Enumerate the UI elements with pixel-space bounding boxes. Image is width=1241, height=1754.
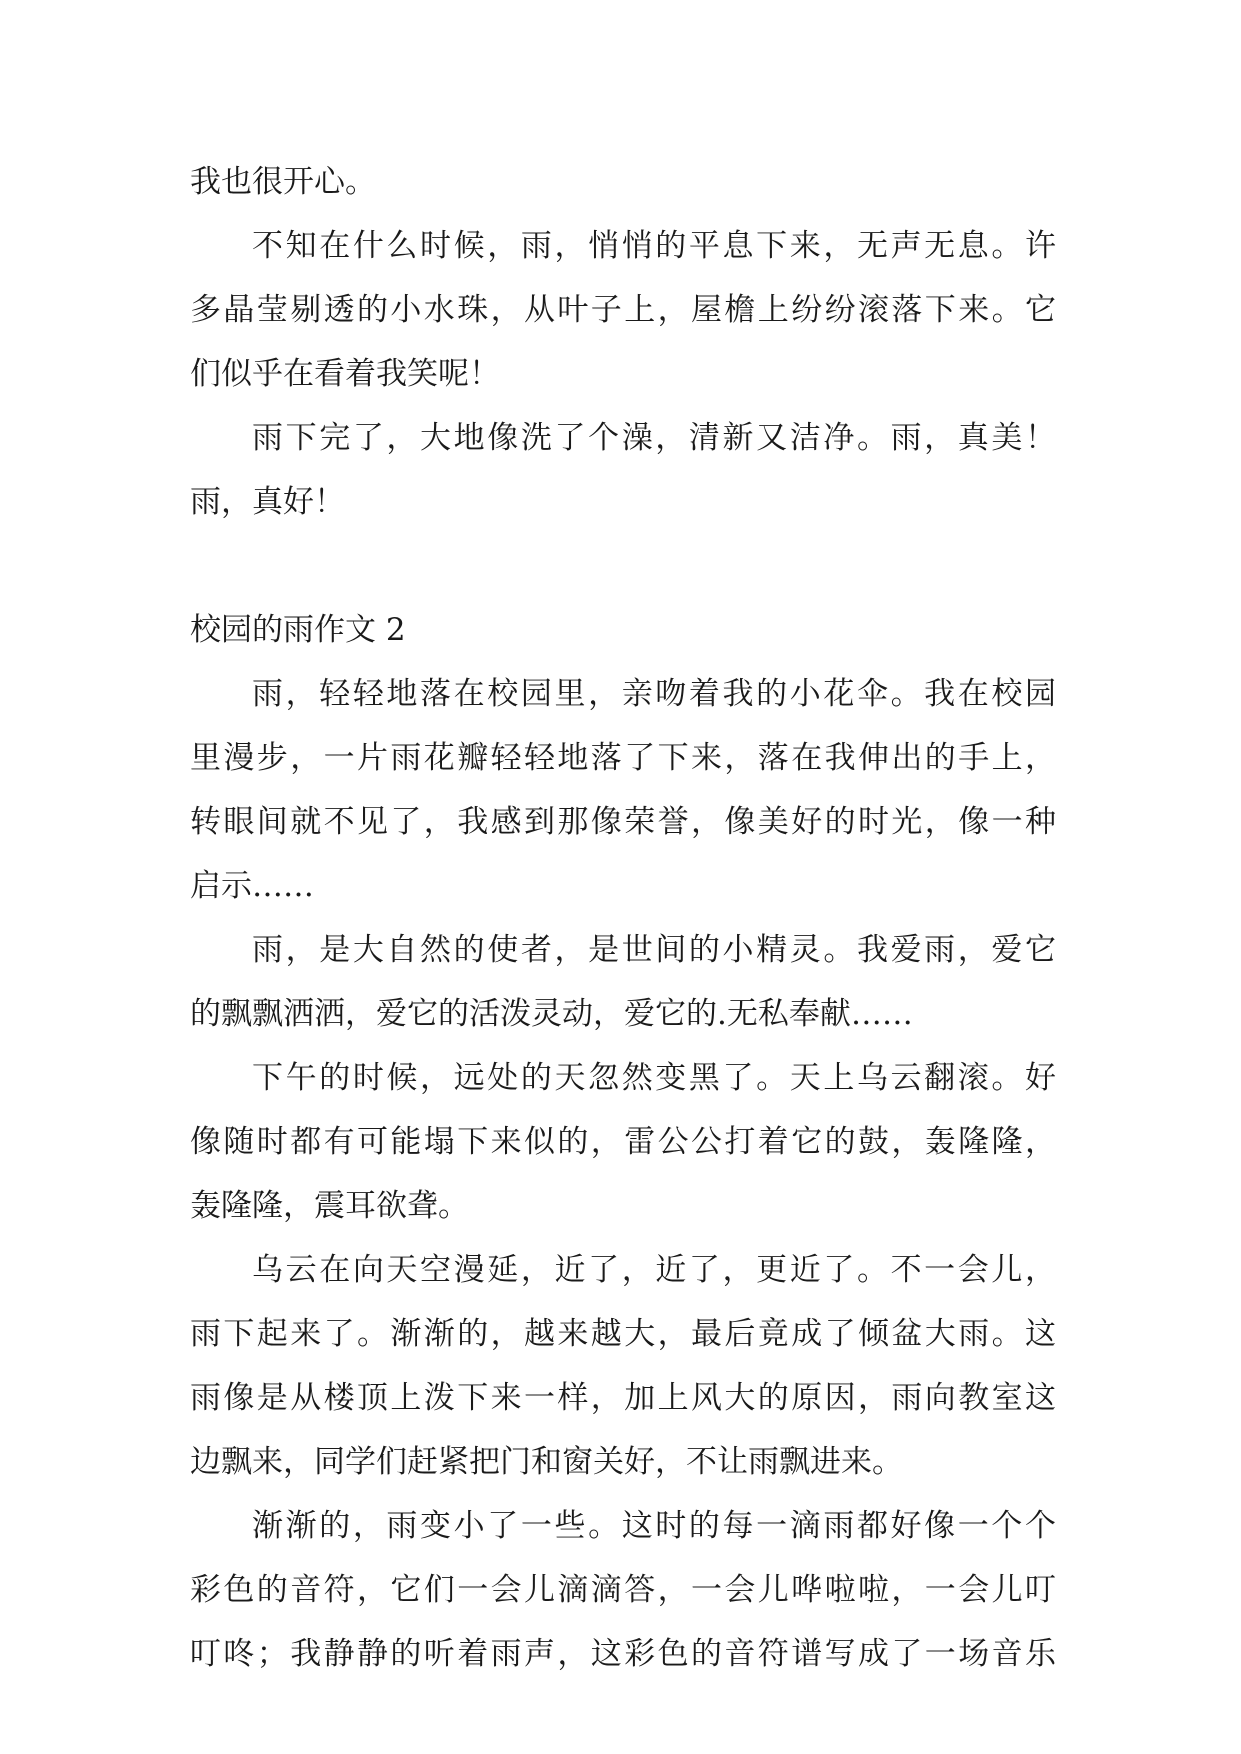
paragraph-line: 雨下起来了。渐渐的，越来越大，最后竟成了倾盆大雨。这: [190, 1316, 1056, 1352]
paragraph-line: 叮咚；我静静的听着雨声，这彩色的音符谱写成了一场音乐: [190, 1636, 1056, 1672]
paragraph-line: 雨下完了，大地像洗了个澡，清新又洁净。雨，真美！: [252, 420, 1056, 456]
paragraph-line: 雨像是从楼顶上泼下来一样，加上风大的原因，雨向教室这: [190, 1380, 1056, 1416]
paragraph-line: 我也很开心。: [190, 164, 376, 200]
paragraph-line: 乌云在向天空漫延，近了，近了，更近了。不一会儿，: [252, 1252, 1056, 1288]
section-gap: [190, 544, 1056, 608]
paragraph-line: 雨，是大自然的使者，是世间的小精灵。我爱雨，爱它: [252, 932, 1056, 968]
paragraph-line: 启示……: [190, 868, 314, 904]
essay-title: 校园的雨作文 2: [190, 612, 406, 648]
paragraph-line: 边飘来，同学们赶紧把门和窗关好，不让雨飘进来。: [190, 1444, 903, 1480]
paragraph-line: 下午的时候，远处的天忽然变黑了。天上乌云翻滚。好: [252, 1060, 1056, 1096]
paragraph-line: 轰隆隆，震耳欲聋。: [190, 1188, 469, 1224]
paragraph-line: 雨，真好！: [190, 484, 345, 520]
paragraph-line: 转眼间就不见了，我感到那像荣誉，像美好的时光，像一种: [190, 804, 1056, 840]
paragraph-line: 雨，轻轻地落在校园里，亲吻着我的小花伞。我在校园: [252, 676, 1056, 712]
paragraph-line: 渐渐的，雨变小了一些。这时的每一滴雨都好像一个个: [252, 1508, 1056, 1544]
essay-body: [190, 160, 1056, 1696]
paragraph-line: 不知在什么时候，雨，悄悄的平息下来，无声无息。许: [252, 228, 1056, 264]
paragraph-line: 里漫步，一片雨花瓣轻轻地落了下来，落在我伸出的手上，: [190, 740, 1056, 776]
paragraph-line: 多晶莹剔透的小水珠，从叶子上，屋檐上纷纷滚落下来。它: [190, 292, 1056, 328]
paragraph-line: 们似乎在看着我笑呢！: [190, 356, 500, 392]
paragraph-line: 的飘飘洒洒，爱它的活泼灵动，爱它的.无私奉献……: [190, 996, 913, 1032]
paragraph-line: 像随时都有可能塌下来似的，雷公公打着它的鼓，轰隆隆，: [190, 1124, 1056, 1160]
paragraph-line: 彩色的音符，它们一会儿滴滴答，一会儿哗啦啦，一会儿叮: [190, 1572, 1056, 1608]
